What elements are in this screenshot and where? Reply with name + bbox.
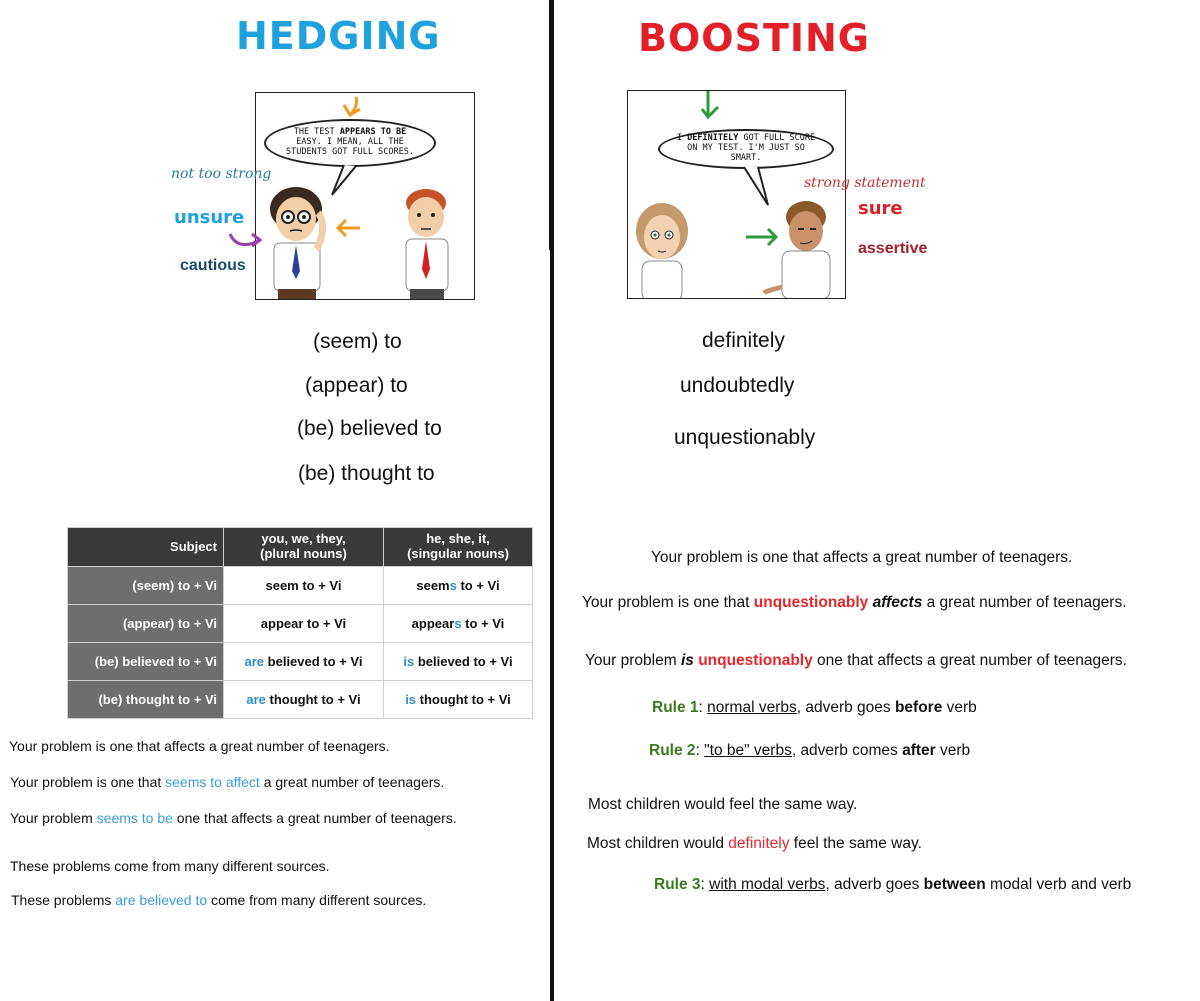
table-row	[68, 567, 533, 605]
boosting-title: BOOSTING	[638, 16, 870, 60]
hedging-phrase-2: (appear) to	[305, 374, 408, 397]
row-singular: seems to + Vi	[383, 567, 532, 605]
header-singular: he, she, it, (singular nouns)	[383, 528, 532, 567]
boosting-sentence-5: Most children would definitely feel the same way.	[587, 835, 922, 852]
boosting-sentence-2: Your problem is one that unquestionably affects a great number of teenagers.	[582, 594, 1127, 611]
row-plural: appear to + Vi	[224, 605, 384, 643]
row-plural: seem to + Vi	[224, 567, 384, 605]
hedging-comic-art	[256, 93, 474, 299]
center-divider	[550, 0, 554, 1001]
word-unsure: unsure	[174, 207, 245, 228]
boosting-phrase-3: unquestionably	[674, 426, 816, 449]
row-plural: are believed to + Vi	[224, 643, 384, 681]
word-sure: sure	[858, 198, 903, 219]
table-row	[68, 643, 533, 681]
conjugation-table	[67, 527, 533, 719]
row-subject: (be) believed to + Vi	[68, 643, 224, 681]
hedging-sentence-4: These problems come from many different sources.	[10, 858, 330, 874]
purple-arrow-icon	[226, 222, 266, 250]
hedging-speech-bubble: THE TEST APPEARS TO BE EASY. I MEAN, ALL THE STUDENTS GOT FULL SCORES.	[264, 119, 436, 167]
boosting-speech-bubble: I DEFINITELY GOT FULL SCORE ON MY TEST. I'M JUST SO SMART.	[658, 129, 834, 169]
header-subject: Subject	[68, 528, 224, 567]
header-plural: you, we, they, (plural nouns)	[224, 528, 384, 567]
hedging-comic-panel	[255, 92, 475, 300]
boosting-sentence-1: Your problem is one that affects a great number of teenagers.	[651, 549, 1073, 566]
table-header-row	[68, 528, 533, 567]
boosting-phrase-2: undoubtedly	[680, 374, 795, 397]
hedging-phrase-3: (be) believed to	[297, 417, 442, 440]
row-singular: is thought to + Vi	[383, 681, 532, 719]
hedging-note: not too strong	[171, 166, 272, 182]
row-singular: appears to + Vi	[383, 605, 532, 643]
word-cautious: cautious	[180, 257, 246, 274]
row-subject: (seem) to + Vi	[68, 567, 224, 605]
boosting-sentence-3: Your problem is unquestionably one that affects a great number of teenagers.	[585, 652, 1127, 669]
row-subject: (be) thought to + Vi	[68, 681, 224, 719]
table-row	[68, 605, 533, 643]
row-singular: is believed to + Vi	[383, 643, 532, 681]
rule-3: Rule 3: with modal verbs, adverb goes between modal verb and verb	[654, 876, 1132, 893]
hedging-sentence-1: Your problem is one that affects a great number of teenagers.	[9, 738, 390, 754]
row-subject: (appear) to + Vi	[68, 605, 224, 643]
table-row	[68, 681, 533, 719]
rule-1: Rule 1: normal verbs, adverb goes before verb	[652, 699, 977, 716]
boosting-comic-art	[628, 91, 845, 298]
boosting-note: strong statement	[804, 175, 926, 191]
hedging-phrase-1: (seem) to	[313, 330, 402, 353]
hedging-sentence-2: Your problem is one that seems to affect a great number of teenagers.	[10, 774, 445, 790]
hedging-phrase-4: (be) thought to	[298, 462, 435, 485]
word-assertive: assertive	[858, 240, 928, 257]
boosting-sentence-4: Most children would feel the same way.	[588, 796, 858, 813]
hedging-sentence-5: These problems are believed to come from many different sources.	[11, 892, 427, 908]
rule-2: Rule 2: "to be" verbs, adverb comes after verb	[649, 742, 971, 759]
boosting-comic-panel	[627, 90, 846, 299]
hedging-title: HEDGING	[236, 14, 441, 58]
boosting-phrase-1: definitely	[702, 329, 785, 352]
hedging-sentence-3: Your problem seems to be one that affects a great number of teenagers.	[10, 810, 457, 826]
row-plural: are thought to + Vi	[224, 681, 384, 719]
